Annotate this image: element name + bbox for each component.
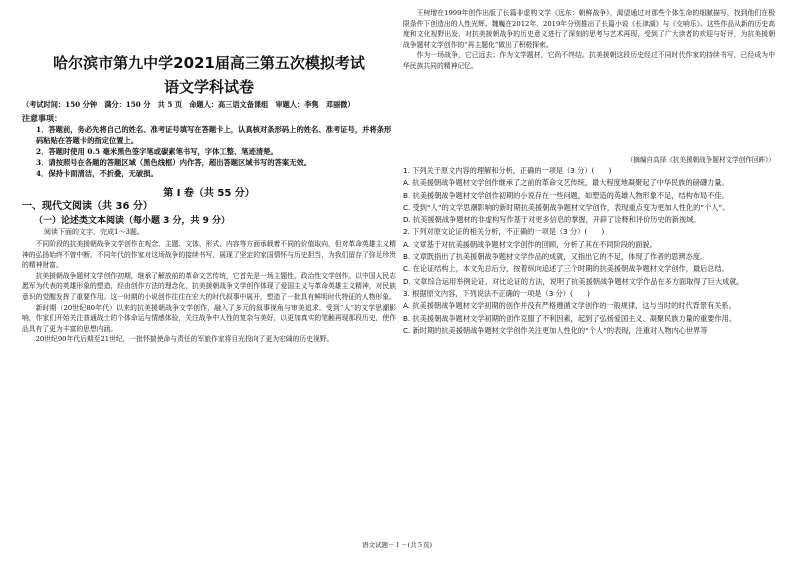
- passage-paragraph: 作为一场战争，它已远去；作为文学题材，它尚不终结。抗美援朝这段历史经过不同时代作家的持续书写，已经成为中华民族共同的精神记忆。: [403, 51, 775, 70]
- note-item: 1．答题前，务必先将自己的姓名、准考证号填写在答题卡上，认真核对条形码上的姓名、准考证号，并将条形码粘贴在答题卡的指定位置上。: [36, 125, 392, 145]
- question-line: B. 文章既指出了抗美援朝战争题材文学作品的成就，又指出它的不足，体现了作者的思辨态度。: [403, 252, 708, 262]
- question-line: 2. 下列对原文论证的相关分析，不正确的一项是（3 分）( ): [403, 227, 605, 237]
- note-item: 4．保持卡面清洁，不折叠，无破损。: [36, 169, 158, 178]
- question-line: 3. 根据原文内容，下列说法不正确的一项是（3 分）( ): [403, 288, 590, 298]
- passage-paragraph: 不同阶段的抗美援朝战争文学创作在观念、主题、文体、形式、内容等方面承载着不同的价值取向，但对革命英雄主义精神的弘扬始终不曾中断。不同年代的作家对这场战争的接续书写，展现了坚定的家国情怀与历史担当，为我们留存了弥足珍贵的精神财富。: [22, 240, 396, 270]
- question-line: D. 抗美援朝战争题材的非虚构写作基于对更多信息的掌握，开辟了诠释和评价历史的新视域。: [403, 215, 701, 225]
- passage-paragraph: 20世纪90年代后期至21世纪，一批怀揣使命与责任的军旅作家将目光投向了更为宏阔的历史视野。: [35, 335, 334, 344]
- notes-heading: 注意事项：: [22, 113, 62, 123]
- passage-left: [22, 239, 396, 515]
- question-line: A. 抗美援朝战争题材文学创作继承了之前的革命文艺传统，最大程度地凝聚起了中华民族的磅礴力量。: [403, 178, 729, 188]
- passage-paragraph: 抗美援朝战争题材文学创作初期，继承了解放前的革命文艺传统，它首先是一场主题性、政治性文学创作。以中国人民志愿军为代表的英雄形象的塑造，经由创作方法的理念化，抗美援朝战争文学创作体现了爱国主义与革命英雄主义精神，对民族意识的觉醒发挥了重要作用。这一时期的小说创作往往在宏大的时代叙事中展开，塑造了一批具有鲜明时代特征的人物形象。: [22, 271, 396, 301]
- note-item: 3．请按照号在各题的答题区域（黑色线框）内作答，超出答题区域书写的答案无效。: [36, 158, 312, 167]
- question-line: B. 抗美援朝战争题材文学初期的创作克服了不利因素，起到了弘扬爱国主义、凝聚民族力量的重要作用。: [403, 313, 736, 323]
- note-item: 2．答题时使用 0.5 毫米黑色签字笔或碳素笔书写，字体工整、笔迹清楚。: [36, 147, 278, 156]
- passage-source: （摘编自高择《抗美援朝战争题材文学创作回眸》）: [626, 156, 775, 164]
- question-line: C. 新时期的抗美援朝战争题材文学创作关注更加人性化的“个人”的表现，注重对人物内心世界等: [403, 325, 708, 335]
- passage-paragraph: 王树增在1999年创作出版了长篇非虚构文学《远东：朝鲜战争》，渴望通过对那些个体生命的细腻描写，找到他们在极限条件下创造出的人性光辉。魏巍在2012年、2019年分别推出了长篇小说《长津湖》与《交响乐》。这些作品从新的历史高度和文化视野出发，对抗美援朝战争的历史意义进行了深刻的思考与艺术再现，受到了广大读者的欢迎与好评，为抗美援朝战争题材文学创作的“再主题化”做出了积极探索。: [403, 9, 775, 49]
- question-line: B. 抗美援朝战争题材文学创作初期的小说存在一些问题，如塑造的英雄人物形象不足，结构布局不佳。: [403, 190, 729, 200]
- exam-info: （考试时间：150 分钟 满分：150 分 共 5 页 命题人：高三语文备课组 审题人：李隽 邓丽微）: [22, 100, 355, 109]
- passage-paragraph: 新时期（20世纪80年代）以来的抗美援朝战争文学创作，融入了多元的叙事视角与审美追求。受到“人”的文学思潮影响，作家们开始关注普通战士的个体命运与情感体验，关注战争中人性的复杂与美好，以更加真实的笔触再现那段历史，使作品具有了更为丰富的思想内涵。: [22, 303, 396, 333]
- question-line: C. 受到“人”的文学思潮影响的新时期抗美援朝战争题材文学创作，表现重点变为更加人性化的“个人”。: [403, 202, 730, 212]
- question-line: A. 抗美援朝战争题材文学初期的创作并没有严格遵循文学创作的一般规律，这与当时的时代背景有关系。: [403, 301, 736, 311]
- volume-title: 第 I 卷（共 55 分）: [163, 188, 255, 199]
- reading-instruction: 阅读下面的文字，完成1～3题。: [44, 228, 144, 236]
- page-footer: 语文试题－１－(共５页): [361, 541, 433, 549]
- question-line: C. 在论证结构上，本文先总后分，按着纵向追述了三个时期的抗美援朝战争题材文学创作，最后总结。: [403, 264, 729, 274]
- question-list: [403, 165, 775, 540]
- notes-list: [36, 124, 396, 179]
- exam-title: 哈尔滨市第九中学2021届高三第五次模拟考试: [53, 54, 365, 72]
- section-title: 一、现代文阅读（共 36 分）: [22, 201, 153, 212]
- subsection-title: （一）论述类文本阅读（每小题 3 分，共 9 分）: [34, 216, 231, 226]
- question-line: 1. 下列关于原文内容的理解和分析，正确的一项是（3 分）( ): [403, 166, 612, 175]
- question-line: A. 文章基于对抗美援朝战争题材文学创作的回顾，分析了其在不同阶段的面貌。: [403, 239, 657, 249]
- passage-right: [403, 8, 775, 154]
- question-line: D. 文章综合运用举例论证、对比论证的方法，说明了抗美援朝战争题材文学作品在多方面取得了巨大成就。: [403, 276, 744, 286]
- exam-subtitle: 语文学科试卷: [163, 78, 254, 96]
